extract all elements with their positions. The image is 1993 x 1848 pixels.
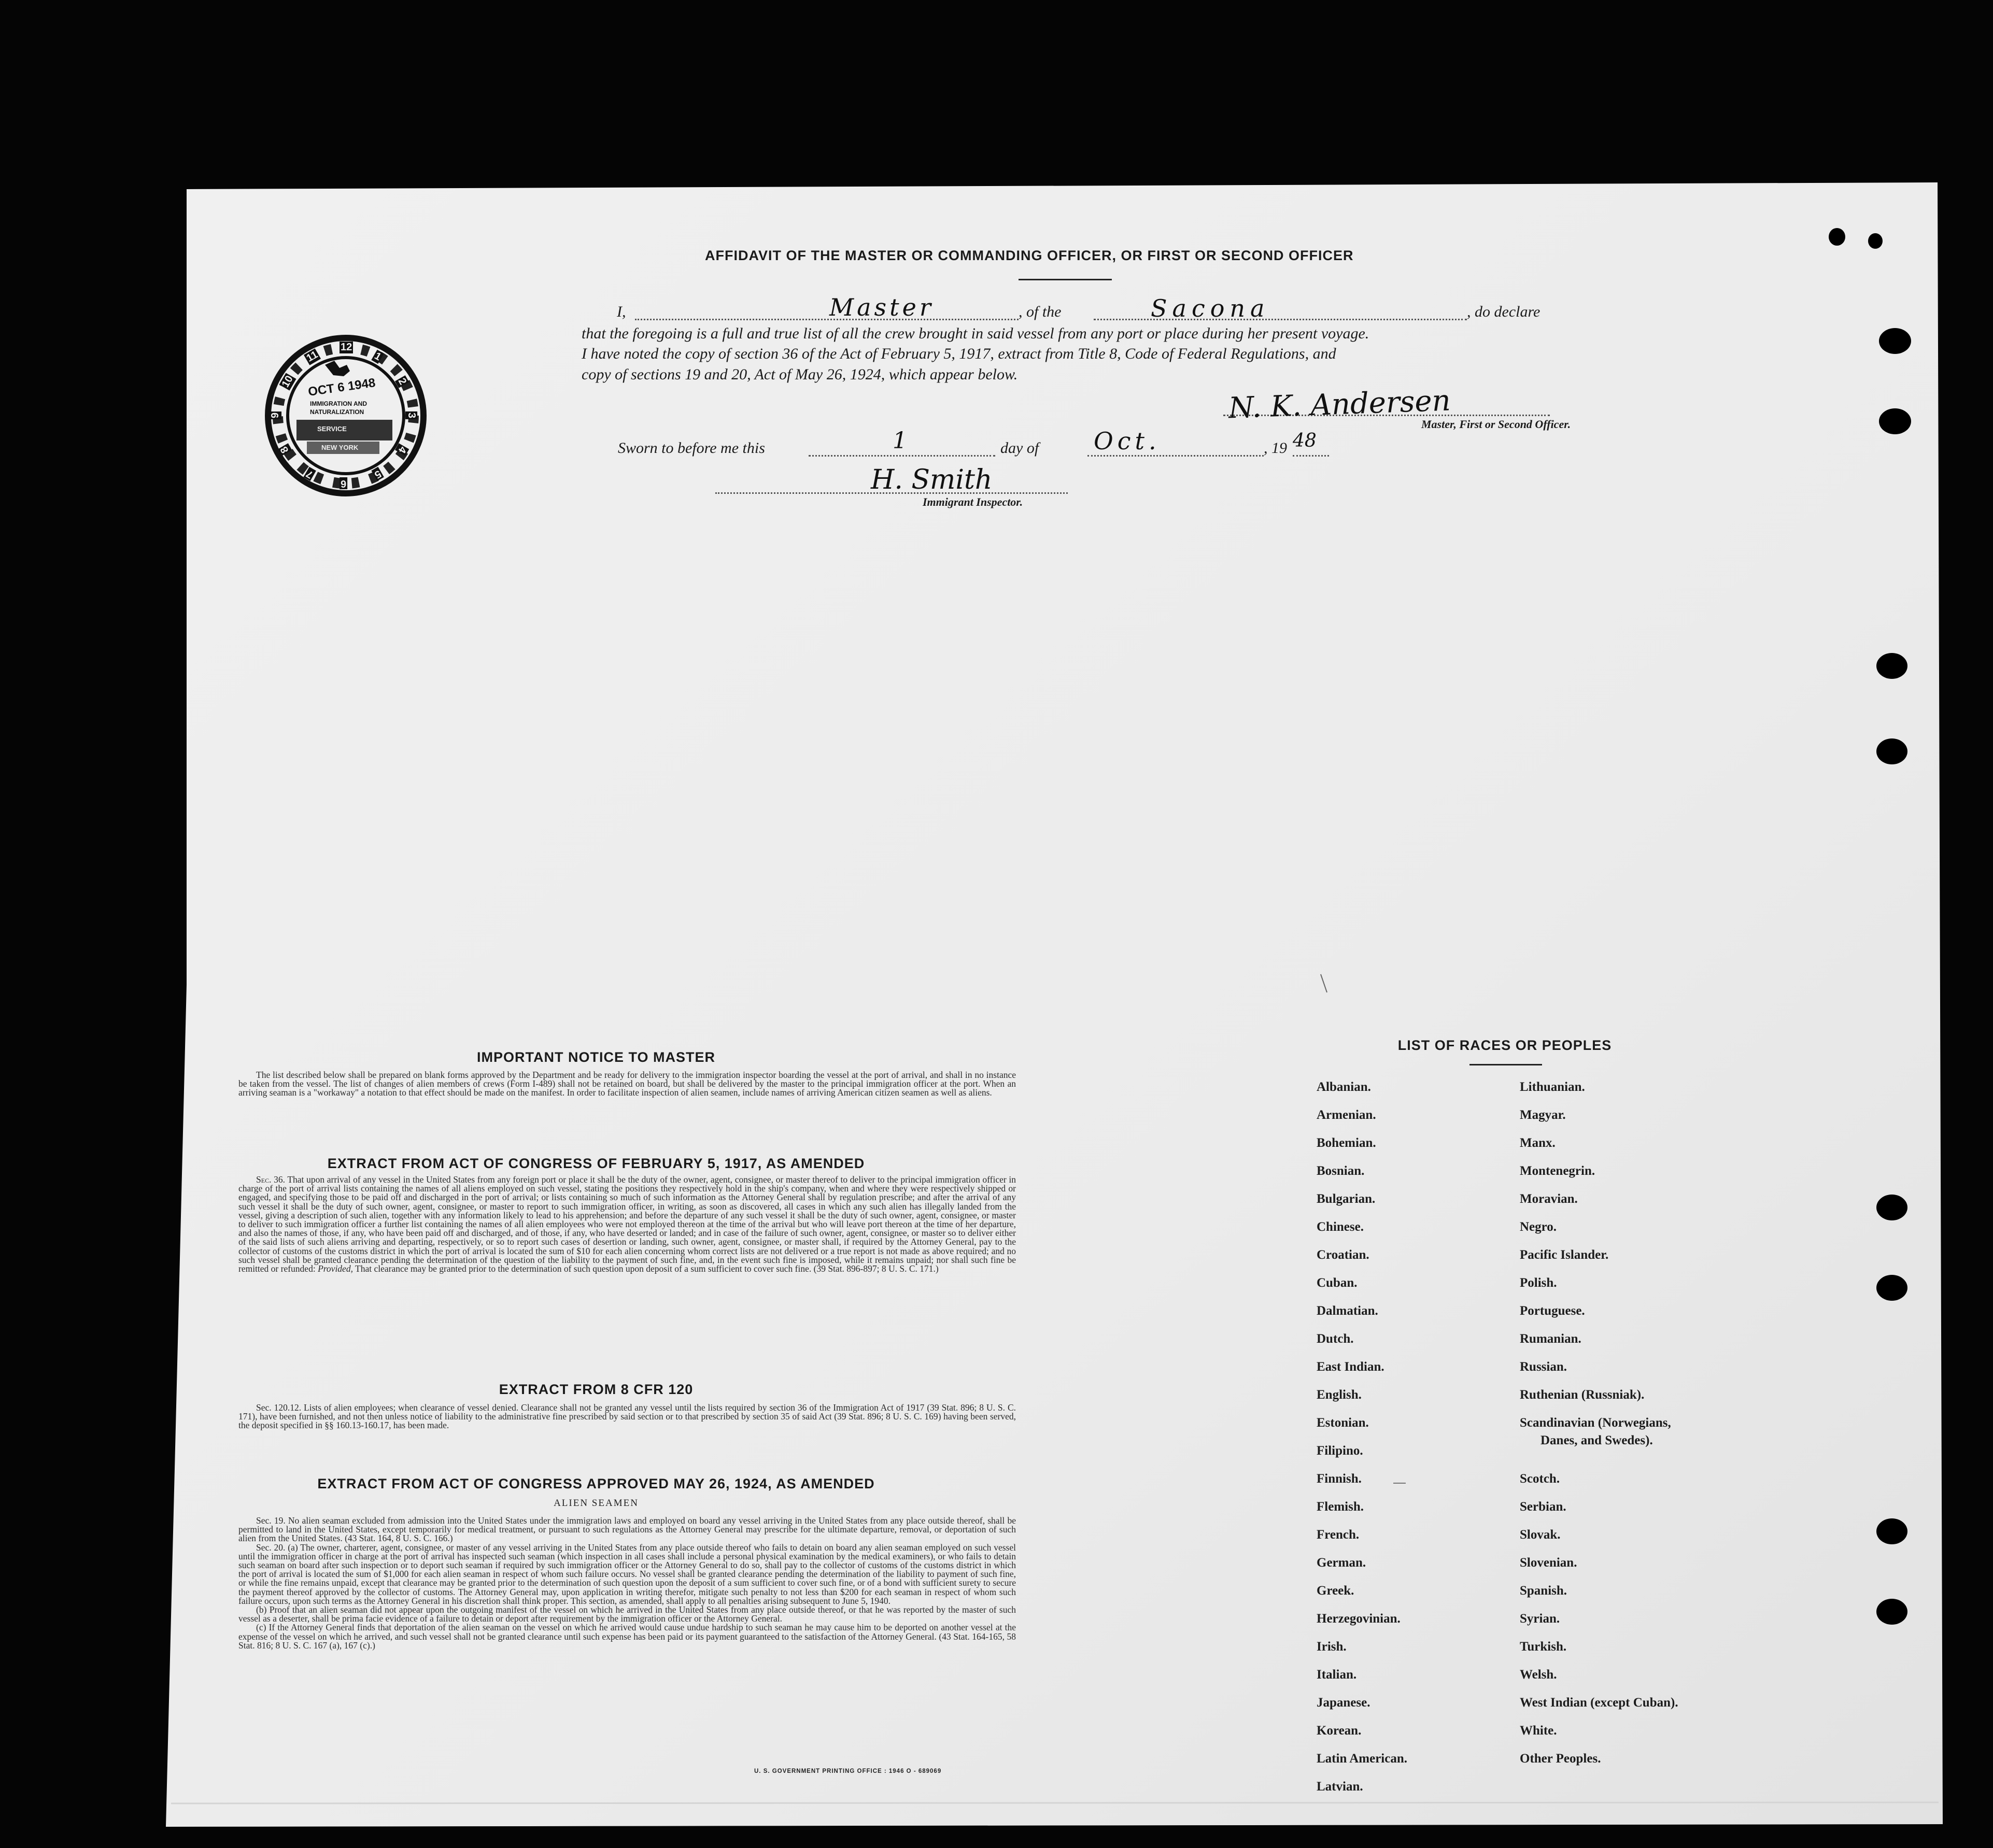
race-item: Estonian. [1317, 1416, 1369, 1430]
sec20a-text: Sec. 20. (a) The owner, charterer, agent, consignee, or master of any vessel arriving in the United States from any place outside thereof who fails to detain on board any alien seaman employed on such vessel until the immigration officer in charge at the port of arrival has inspected such seaman (which inspection in all cases shall include a personal physical examination by the medical examiners), or who fails to detain such seaman on board after such inspection or to deport such seaman if required by such immigration officer or the Attorney General to do so, shall pay to the collector of customs of the customs district in which the port of arrival is located the sum of $1,000 for each alien seaman in respect of whom such failure occurs. No vessel shall be granted clearance pending the determination of the liability to payment of such fine, or while the fine remains unpaid, except that clearance may be granted prior to the determination of such question upon the deposit of a sum sufficient to cover such fine, or of a bond with sufficient surety to secure the payment thereof approved by the collector of customs. The Attorney General may, upon application in writing therefor, mitigate such penalty to not less than $200 for each seaman in respect of whom such failure occurs, upon such terms as the Attorney General in his discretion shall think proper. This section, as amended, shall apply to all penalties arising subsequent to June 5, 1940. [238, 1542, 1016, 1606]
stamp-ring-number: 3 [406, 412, 418, 419]
sec20c-text: (c) If the Attorney General finds that deportation of the alien seaman on the vessel on which he arrived would cause undue hardship to such seaman he may cause him to be deported on another vessel at the expense of the vessel on which he arrived, and such vessel shall not be granted clearance until such expense has been paid or its payment guaranteed to the satisfaction of the Attorney General. (43 Stat. 164-165, 58 Stat. 816; 8 U. S. C. 167 (a), 167 (c).) [238, 1622, 1016, 1651]
sec36-label: Sec. 36. [256, 1174, 285, 1185]
stamp-ring-number: 12 [341, 342, 352, 353]
day-of-label: day of [1000, 439, 1039, 457]
notice-title: IMPORTANT NOTICE TO MASTER [477, 1049, 715, 1065]
race-item: Lithuanian. [1520, 1080, 1585, 1094]
punch-hole [1879, 328, 1911, 354]
race-item: East Indian. [1317, 1360, 1384, 1374]
vessel-blank [1094, 319, 1467, 320]
race-item: Portuguese. [1520, 1304, 1585, 1318]
race-item: Russian. [1520, 1360, 1567, 1374]
extract-1917-title: EXTRACT FROM ACT OF CONGRESS OF FEBRUARY 5, 1917, AS AMENDED [327, 1156, 865, 1171]
race-item: Latvian. [1317, 1780, 1363, 1794]
inspector-caption: Immigrant Inspector. [923, 495, 1023, 508]
stamp-ring-number: 9 [270, 412, 281, 419]
race-item: Scandinavian (Norwegians, [1520, 1416, 1671, 1430]
race-item: Rumanian. [1520, 1332, 1581, 1346]
sworn-month: Oct. [1094, 427, 1161, 455]
races-divider [1469, 1064, 1542, 1065]
race-item: Dutch. [1317, 1332, 1354, 1346]
extract-1924-title: EXTRACT FROM ACT OF CONGRESS APPROVED MAY 26, 1924, AS AMENDED [317, 1476, 875, 1491]
race-item: Ruthenian (Russniak). [1520, 1388, 1645, 1402]
race-item: Italian. [1317, 1668, 1357, 1682]
race-item: Bohemian. [1317, 1136, 1376, 1150]
sworn-day: 1 [893, 428, 907, 454]
race-item: Croatian. [1317, 1248, 1369, 1262]
race-item: French. [1317, 1528, 1360, 1542]
punch-hole [1876, 1518, 1907, 1544]
race-item: Herzegovinian. [1317, 1612, 1401, 1626]
race-item: Flemish. [1317, 1500, 1364, 1514]
race-item: West Indian (except Cuban). [1520, 1696, 1678, 1710]
race-item: Albanian. [1317, 1080, 1371, 1094]
race-item: Spanish. [1520, 1584, 1567, 1598]
stamp-ring-number: 6 [341, 478, 347, 489]
stamp-line3: NATURALIZATION [310, 408, 364, 416]
punch-hole [1868, 233, 1883, 249]
affidavit-i-label: I, [617, 303, 626, 320]
race-item: Slovak. [1520, 1528, 1561, 1542]
race-item: Magyar. [1520, 1108, 1566, 1122]
punch-hole [1876, 738, 1907, 764]
race-item: Irish. [1317, 1640, 1347, 1654]
race-item: Montenegrin. [1520, 1164, 1595, 1178]
immigration-date-stamp [260, 333, 431, 499]
races-title: LIST OF RACES OR PEOPLES [1397, 1037, 1612, 1053]
race-item: Dalmatian. [1317, 1304, 1378, 1318]
sec36-text: That upon arrival of any vessel in the United States from any foreign port or place it shall be the duty of the owner, agent, consignee, or master thereof to deliver to the principal immigration officer in charge of the port of arrival lists containing the names of all aliens employed on such vessel, stating the positions they respectively hold in the ship's company, when and where they were respectively shipped or engaged, and specifying those to be paid off and discharged in the port of arrival; or lists containing so much of such information as the Attorney General shall by regulation prescribe; and after the arrival of any such vessel it shall be the duty of such owner, agent, consignee, or master to report to such immigration officer, in writing, as soon as discovered, all cases in which any such alien has illegally landed from the vessel, giving a description of such alien, together with any information likely to lead to his apprehension; and before the departure of any such vessel it shall be the duty of such owner, agent, consignee, or master to deliver to such immigration officer a further list containing the names of all alien employees who were not employed thereon at the time of the arrival but who will leave port thereon at the time of her departure, and also the names of those, if any, who have been paid off and discharged, and of those, if any, who have deserted or landed; and in case of the failure of such owner, agent, consignee, or master so to deliver either of the said lists of such aliens arriving and departing, respectively, or so to report such cases of desertion or landing, such owner, agent, consignee, or master shall, if required by the Attorney General, pay to the collector of customs of the customs district in which the port of arrival is located the sum of $10 for each alien concerning whom correct lists are not delivered or a true report is not made as above required; and no such vessel shall be granted clearance pending the determination of the question of the liability to the payment of such fine, and, in the event such fine is imposed, while it remains unpaid; nor shall such fine be remitted or refunded: [238, 1174, 1016, 1274]
race-item: Scotch. [1520, 1472, 1560, 1486]
race-item: Korean. [1317, 1724, 1362, 1738]
extract-1924-block [238, 1516, 1016, 1650]
race-item: Greek. [1317, 1584, 1354, 1598]
extract-cfr-block [238, 1403, 1016, 1430]
punch-hole [1876, 1599, 1907, 1625]
race-item: Serbian. [1520, 1500, 1566, 1514]
sec20b-text: (b) Proof that an alien seaman did not appear upon the outgoing manifest of the vessel on which he arrived in the United States from any place outside thereof, or that he was reported by the master of such vessel as a deserter, shall be prima facie evidence of a failure to detain or deport after requirement by the immigration officer or the Attorney General. [238, 1604, 1016, 1624]
sworn-label: Sworn to before me this [618, 439, 765, 457]
race-item: Pacific Islander. [1520, 1248, 1609, 1262]
race-item: Cuban. [1317, 1276, 1358, 1290]
race-item: Finnish. [1317, 1472, 1362, 1486]
master-signature: N. K. Andersen [1227, 383, 1451, 425]
declare-label: , do declare [1467, 303, 1540, 320]
filled-rank: Master [829, 293, 934, 321]
race-item: Slovenian. [1520, 1556, 1577, 1570]
stamp-ring-number: 2 [395, 375, 409, 388]
stamp-ring-number: 4 [395, 443, 409, 456]
month-blank [1087, 455, 1264, 457]
race-item: Bosnian. [1317, 1164, 1365, 1178]
race-item: Filipino. [1317, 1444, 1363, 1458]
affidavit-body-line3: copy of sections 19 and 20, Act of May 26, 1924, which appear below. [582, 366, 1018, 383]
extract-cfr-title: EXTRACT FROM 8 CFR 120 [499, 1382, 694, 1397]
race-item: Latin American. [1317, 1752, 1407, 1766]
race-item: Syrian. [1520, 1612, 1560, 1626]
stamp-ring-number: 10 [279, 373, 296, 390]
rank-blank [635, 319, 1019, 320]
race-item: Moravian. [1520, 1192, 1578, 1206]
stamp-ring-number: 8 [277, 443, 291, 456]
punch-hole [1829, 228, 1845, 246]
punch-hole [1876, 1195, 1907, 1220]
alien-seamen-subtitle: ALIEN SEAMEN [554, 1498, 639, 1509]
sec19-text: Sec. 19. No alien seaman excluded from admission into the United States under the immigration laws and employed on board any vessel arriving in the United States from any place outside thereof, shall be permitted to land in the United States, except temporarily for medical treatment, or pursuant to such regulations as the Attorney General may prescribe for the ultimate departure, removal, or deportation of such alien from the United States. (43 Stat. 164, 8 U. S. C. 166.) [238, 1515, 1016, 1544]
race-item: Polish. [1520, 1276, 1557, 1290]
race-item: Bulgarian. [1317, 1192, 1376, 1206]
sworn-year-suffix: 48 [1293, 430, 1317, 451]
race-item: Other Peoples. [1520, 1752, 1601, 1766]
race-item: Negro. [1520, 1220, 1557, 1234]
affidavit-body-line2: I have noted the copy of section 36 of the Act of February 5, 1917, extract from Title 8, Code of Federal Regulations, and [582, 345, 1336, 362]
punch-hole [1876, 653, 1907, 679]
race-item: German. [1317, 1556, 1366, 1570]
race-item: English. [1317, 1388, 1362, 1402]
race-item: Turkish. [1520, 1640, 1567, 1654]
race-item: Manx. [1520, 1136, 1556, 1150]
stamp-ring-number: 11 [303, 348, 320, 365]
affidavit-body-line1: that the foregoing is a full and true list of all the crew brought in said vessel from any port or place during her present voyage. [582, 325, 1369, 342]
race-item: Armenian. [1317, 1108, 1376, 1122]
stamp-ring-number: 5 [371, 467, 384, 481]
extract-1917-block [238, 1175, 1016, 1273]
stamp-line5: NEW YORK [321, 444, 359, 451]
printer-line: U. S. GOVERNMENT PRINTING OFFICE : 1946 O - 689069 [754, 1768, 942, 1774]
stamp-date: OCT 6 1948 [307, 376, 376, 399]
inspector-signature: H. Smith [871, 464, 993, 495]
race-item: Chinese. [1317, 1220, 1364, 1234]
year-blank [1293, 455, 1329, 457]
affidavit-title: AFFIDAVIT OF THE MASTER OR COMMANDING OFFICER, OR FIRST OR SECOND OFFICER [705, 248, 1354, 263]
title-divider [1019, 279, 1112, 280]
of-the-label: , of the [1019, 303, 1062, 320]
race-item: Welsh. [1520, 1668, 1557, 1682]
notice-text-block [238, 1071, 1016, 1098]
year-prefix: , 19 [1264, 439, 1287, 457]
stamp-ring-number: 1 [371, 349, 384, 363]
stamp-line2: IMMIGRATION AND [310, 400, 367, 407]
day-blank [809, 455, 995, 457]
sec36-text-end: That clearance may be granted prior to the determination of such question upon deposit of a sum sufficient to cover such fine. (39 Stat. 896-897; 8 U. S. C. 171.) [355, 1263, 939, 1274]
sec36-proviso: Provided, [318, 1263, 353, 1274]
punch-hole [1876, 1275, 1907, 1301]
punch-hole [1879, 408, 1911, 434]
cfr-text: Sec. 120.12. Lists of alien employees; when clearance of vessel denied. Clearance shall not be granted any vessel until the lists required by section 36 of the Immigration Act of 1917 (39 Stat. 896; 8 U. S. C. 171), have been furnished, and not then unless notice of liability to the administrative fine prescribed by said section or to that prescribed by section 35 of said Act (39 Stat. 896; 8 U. S. C. 169) having been served, the deposit specified in §§ 160.13-160.17, has been made. [238, 1402, 1016, 1431]
stamp-ring-number: 7 [303, 467, 316, 481]
filled-vessel: Sacona [1151, 294, 1270, 322]
race-item: Danes, and Swedes). [1540, 1433, 1653, 1447]
notice-text: The list described below shall be prepared on blank forms approved by the Department and be ready for delivery to the immigration inspector boarding the vessel at the port of arrival, and shall in no instance be taken from the vessel. The list of changes of alien members of crews (Form I-489) shall not be retained on board, but shall be delivered by the master to the principal immigration officer at the port. When an arriving seaman is a "workaway" a notation to that effect should be made on the manifest. In order to facilitate inspection of alien seamen, include names of arriving American citizen seamen as well as aliens. [238, 1070, 1016, 1098]
master-caption: Master, First or Second Officer. [1421, 418, 1571, 431]
race-item: White. [1520, 1724, 1557, 1738]
race-item: Japanese. [1317, 1696, 1370, 1710]
stamp-line4: SERVICE [317, 425, 347, 433]
